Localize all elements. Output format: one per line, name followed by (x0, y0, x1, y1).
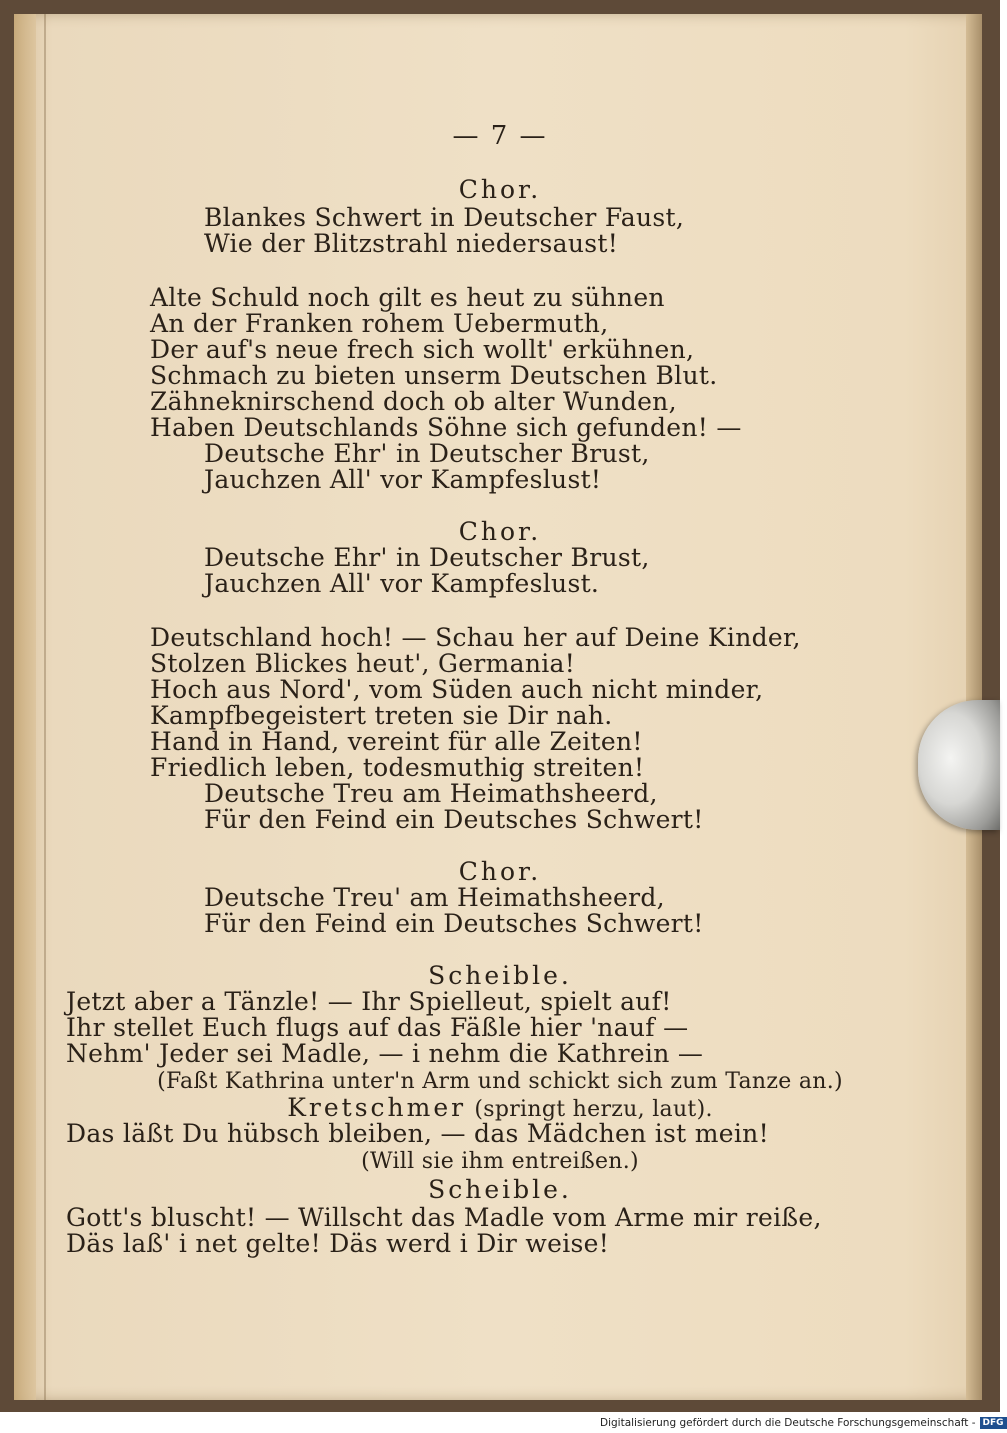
dfg-logo: DFG (980, 1417, 1007, 1429)
verse-line: Deutschland hoch! — Schau her auf Deine Kinder, (150, 623, 801, 652)
verse-line: Jauchzen All' vor Kampfeslust! (204, 465, 602, 494)
verse-line: Das läßt Du hübsch bleiben, — das Mädchen ist mein! (66, 1119, 769, 1148)
digitization-footer (600, 1415, 1004, 1431)
verse-line: Hand in Hand, vereint für alle Zeiten! (150, 727, 643, 756)
speaker-label: Chor. (458, 517, 542, 546)
verse-line: Stolzen Blickes heut', Germania! (150, 649, 576, 678)
verse-line: Gott's bluscht! — Willscht das Madle vom Arme mir reiße, (66, 1203, 822, 1232)
verse-line: Deutsche Treu am Heimathsheerd, (204, 779, 658, 808)
verse-line: Jetzt aber a Tänzle! — Ihr Spielleut, spielt auf! (66, 987, 672, 1016)
verse-line: Deutsche Ehr' in Deutscher Brust, (204, 439, 650, 468)
page-number: — 7 — (452, 121, 548, 151)
stage-direction: (Will sie ihm entreißen.) (361, 1149, 639, 1174)
speaker-label: Scheible. (428, 1175, 572, 1204)
verse-line: Ihr stellet Euch flugs auf das Fäßle hier 'nauf — (66, 1013, 689, 1042)
verse-line: Zähneknirschend doch ob alter Wunden, (150, 387, 677, 416)
verse-line: Nehm' Jeder sei Madle, — i nehm die Kathrein — (66, 1039, 704, 1068)
verse-line: Wie der Blitzstrahl niedersaust! (204, 229, 619, 258)
speaker-label: Scheible. (428, 961, 572, 990)
verse-line: Für den Feind ein Deutsches Schwert! (204, 909, 704, 938)
verse-line: Hoch aus Nord', vom Süden auch nicht minder, (150, 675, 764, 704)
speaker-label: Kretschmer (287, 1093, 467, 1122)
verse-line: Blankes Schwert in Deutscher Faust, (204, 203, 685, 232)
verse-line: Für den Feind ein Deutsches Schwert! (204, 805, 704, 834)
speaker-label: Chor. (458, 857, 542, 886)
speaker-stage-note: (springt herzu, laut). (474, 1097, 713, 1122)
verse-line: Deutsche Treu' am Heimathsheerd, (204, 883, 665, 912)
verse-line: Däs laß' i net gelte! Däs werd i Dir weise! (66, 1229, 610, 1258)
speaker-label: Chor. (458, 175, 542, 204)
footer-text: Digitalisierung gefördert durch die Deutsche Forschungsgemeinschaft - (600, 1417, 976, 1429)
verse-line: An der Franken rohem Uebermuth, (150, 309, 609, 338)
verse-line: Jauchzen All' vor Kampfeslust. (204, 569, 600, 598)
verse-line: Der auf's neue frech sich wollt' erkühnen, (150, 335, 695, 364)
verse-line: Haben Deutschlands Söhne sich gefunden! — (150, 413, 742, 442)
verse-line: Deutsche Ehr' in Deutscher Brust, (204, 543, 650, 572)
verse-line: Schmach zu bieten unserm Deutschen Blut. (150, 361, 718, 390)
verse-line: Friedlich leben, todesmuthig streiten! (150, 753, 645, 782)
verse-line: Alte Schuld noch gilt es heut zu sühnen (150, 283, 665, 312)
verse-line: Kampfbegeistert treten sie Dir nah. (150, 701, 613, 730)
stage-direction: (Faßt Kathrina unter'n Arm und schickt sich zum Tanze an.) (157, 1069, 843, 1094)
